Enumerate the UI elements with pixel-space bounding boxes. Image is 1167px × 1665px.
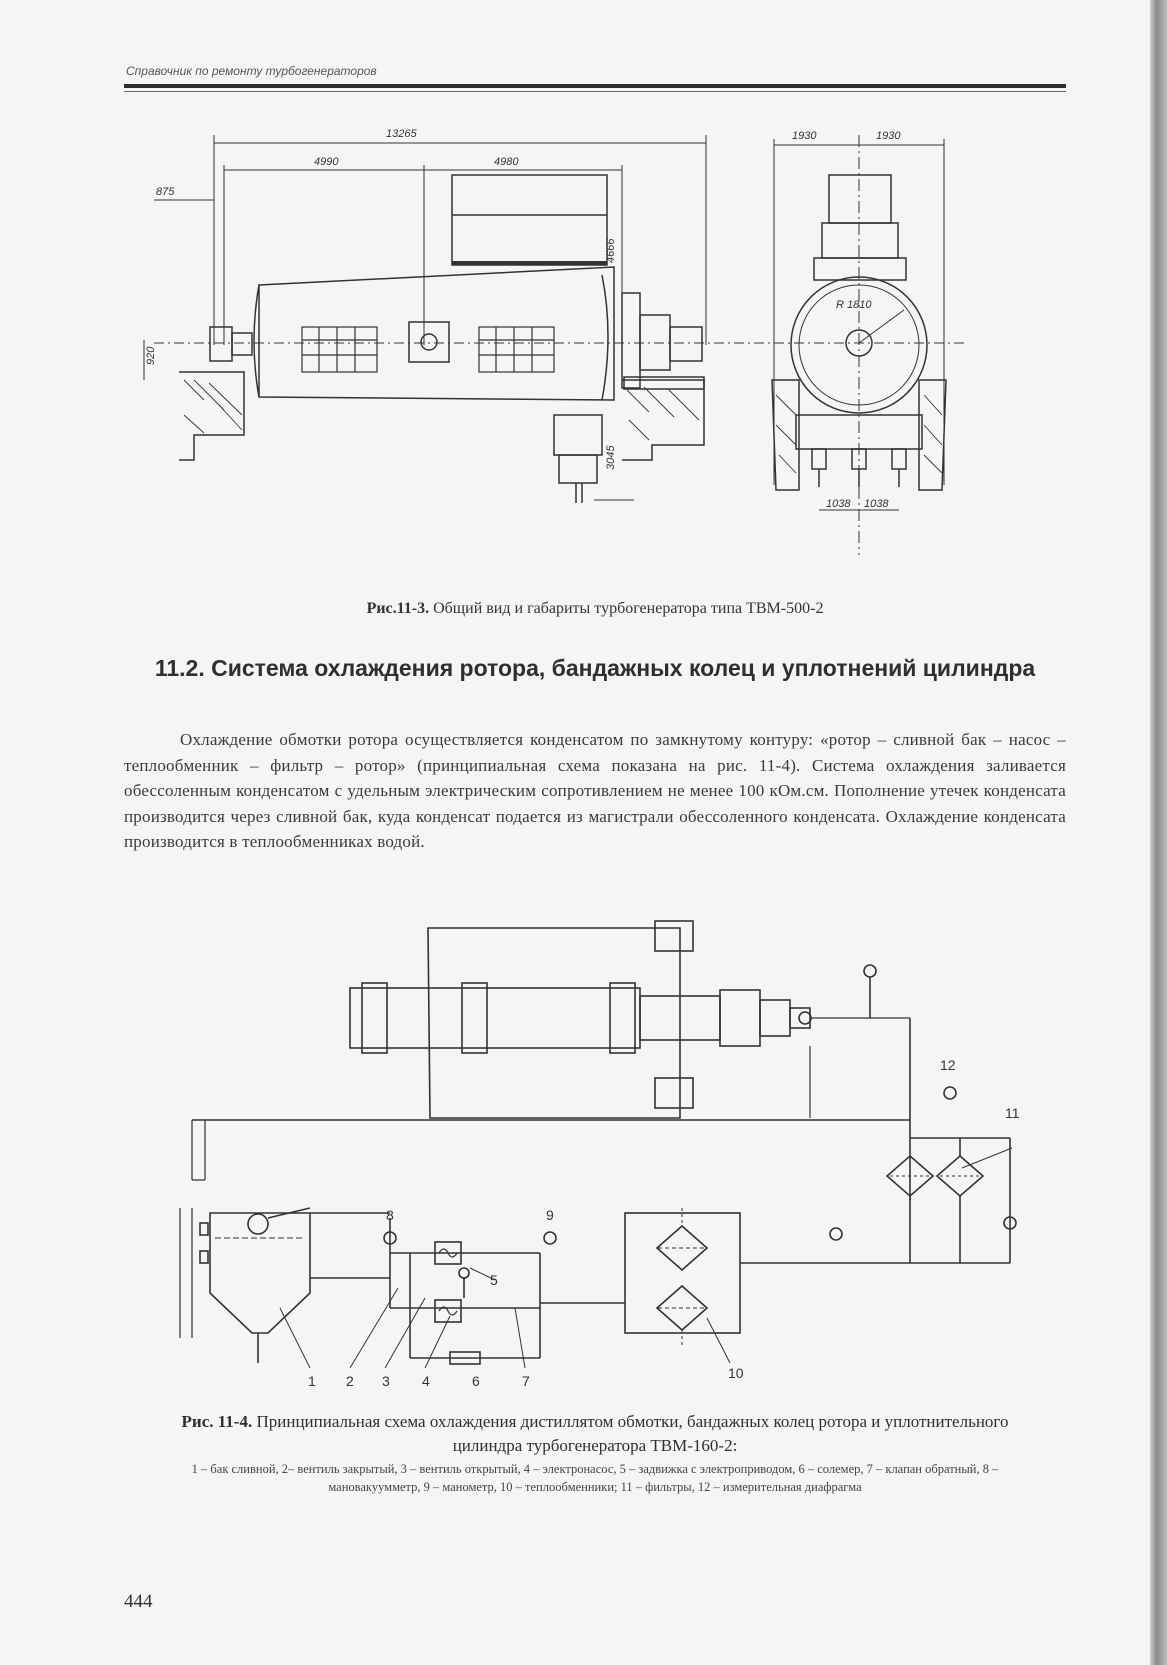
dim-4666: 4666 [605,238,617,263]
caption2-text: Принципиальная схема охлаждения дистиллятом обмотки, бандажных колец ротора и уплотнительного цилиндра турбогенератора ТВМ-160-2: [252,1412,1009,1455]
page-edge [1150,0,1167,1665]
dim-right: 4980 [494,156,519,168]
radius-label: R 1810 [836,299,872,311]
caption-text: Общий вид и габариты турбогенератора типа ТВМ-500-2 [429,600,824,617]
dim-1930-left: 1930 [792,130,817,142]
figure-11-4 [150,918,1050,1408]
caption2-label: Рис. 11-4. [181,1412,253,1431]
figure-11-3 [124,115,1064,590]
dim-1038-right: 1038 [864,498,889,510]
header-rule [124,84,1066,88]
label-2: 2 [346,1373,354,1389]
label-1: 1 [308,1373,316,1389]
page-number: 444 [124,1591,153,1612]
label-11: 11 [1005,1105,1020,1121]
label-4: 4 [422,1373,430,1389]
label-10: 10 [728,1365,744,1381]
label-12: 12 [940,1057,956,1073]
figure-11-3-caption [124,600,1066,618]
label-8: 8 [386,1207,394,1223]
body-paragraph: Охлаждение обмотки ротора осуществляется конденсатом по замкнутому контуру: «ротор – сливной бак – насос – теплообменник – фильтр – ротор» (принципиальная схема показана на рис. 11-4). Система охлаждения заливается обессоленным конденсатом с удельным электрическим сопротивлением не менее 100 кОм.см. Пополнение утечек конденсата производится через сливной бак, куда конденсат подается из магистрали обессоленного конденсата. Охлаждение конденсата производится в теплообменниках водой. [124,730,1066,851]
figure-legend: 1 – бак сливной, 2– вентиль закрытый, 3 – вентиль открытый, 4 – электронасос, 5 – задвижка с электроприводом, 6 – солемер, 7 – клапан обратный, 8 – мановакуумметр, 9 – манометр, 10 – теплообменники; 11 – фильтры, 12 – измерительная диафрагма [191,1462,999,1494]
figure-11-4-caption [170,1410,1020,1496]
label-6: 6 [472,1373,480,1389]
label-5: 5 [490,1272,498,1288]
caption-label: Рис.11-3. [366,600,430,617]
label-7: 7 [522,1373,530,1389]
label-3: 3 [382,1373,390,1389]
section-heading: 11.2. Система охлаждения ротора, бандажных колец и уплотнений цилиндра [154,655,1036,681]
label-9: 9 [546,1207,554,1223]
dim-1038-left: 1038 [826,498,851,510]
dim-overall: 13265 [386,128,417,140]
dim-left: 4990 [314,156,339,168]
dim-875: 875 [156,186,175,198]
dim-920: 920 [145,346,157,365]
dim-1930-right: 1930 [876,130,901,142]
running-header: Справочник по ремонту турбогенераторов [126,64,377,78]
header-rule-thin [124,91,1066,92]
dim-3045: 3045 [605,445,617,470]
